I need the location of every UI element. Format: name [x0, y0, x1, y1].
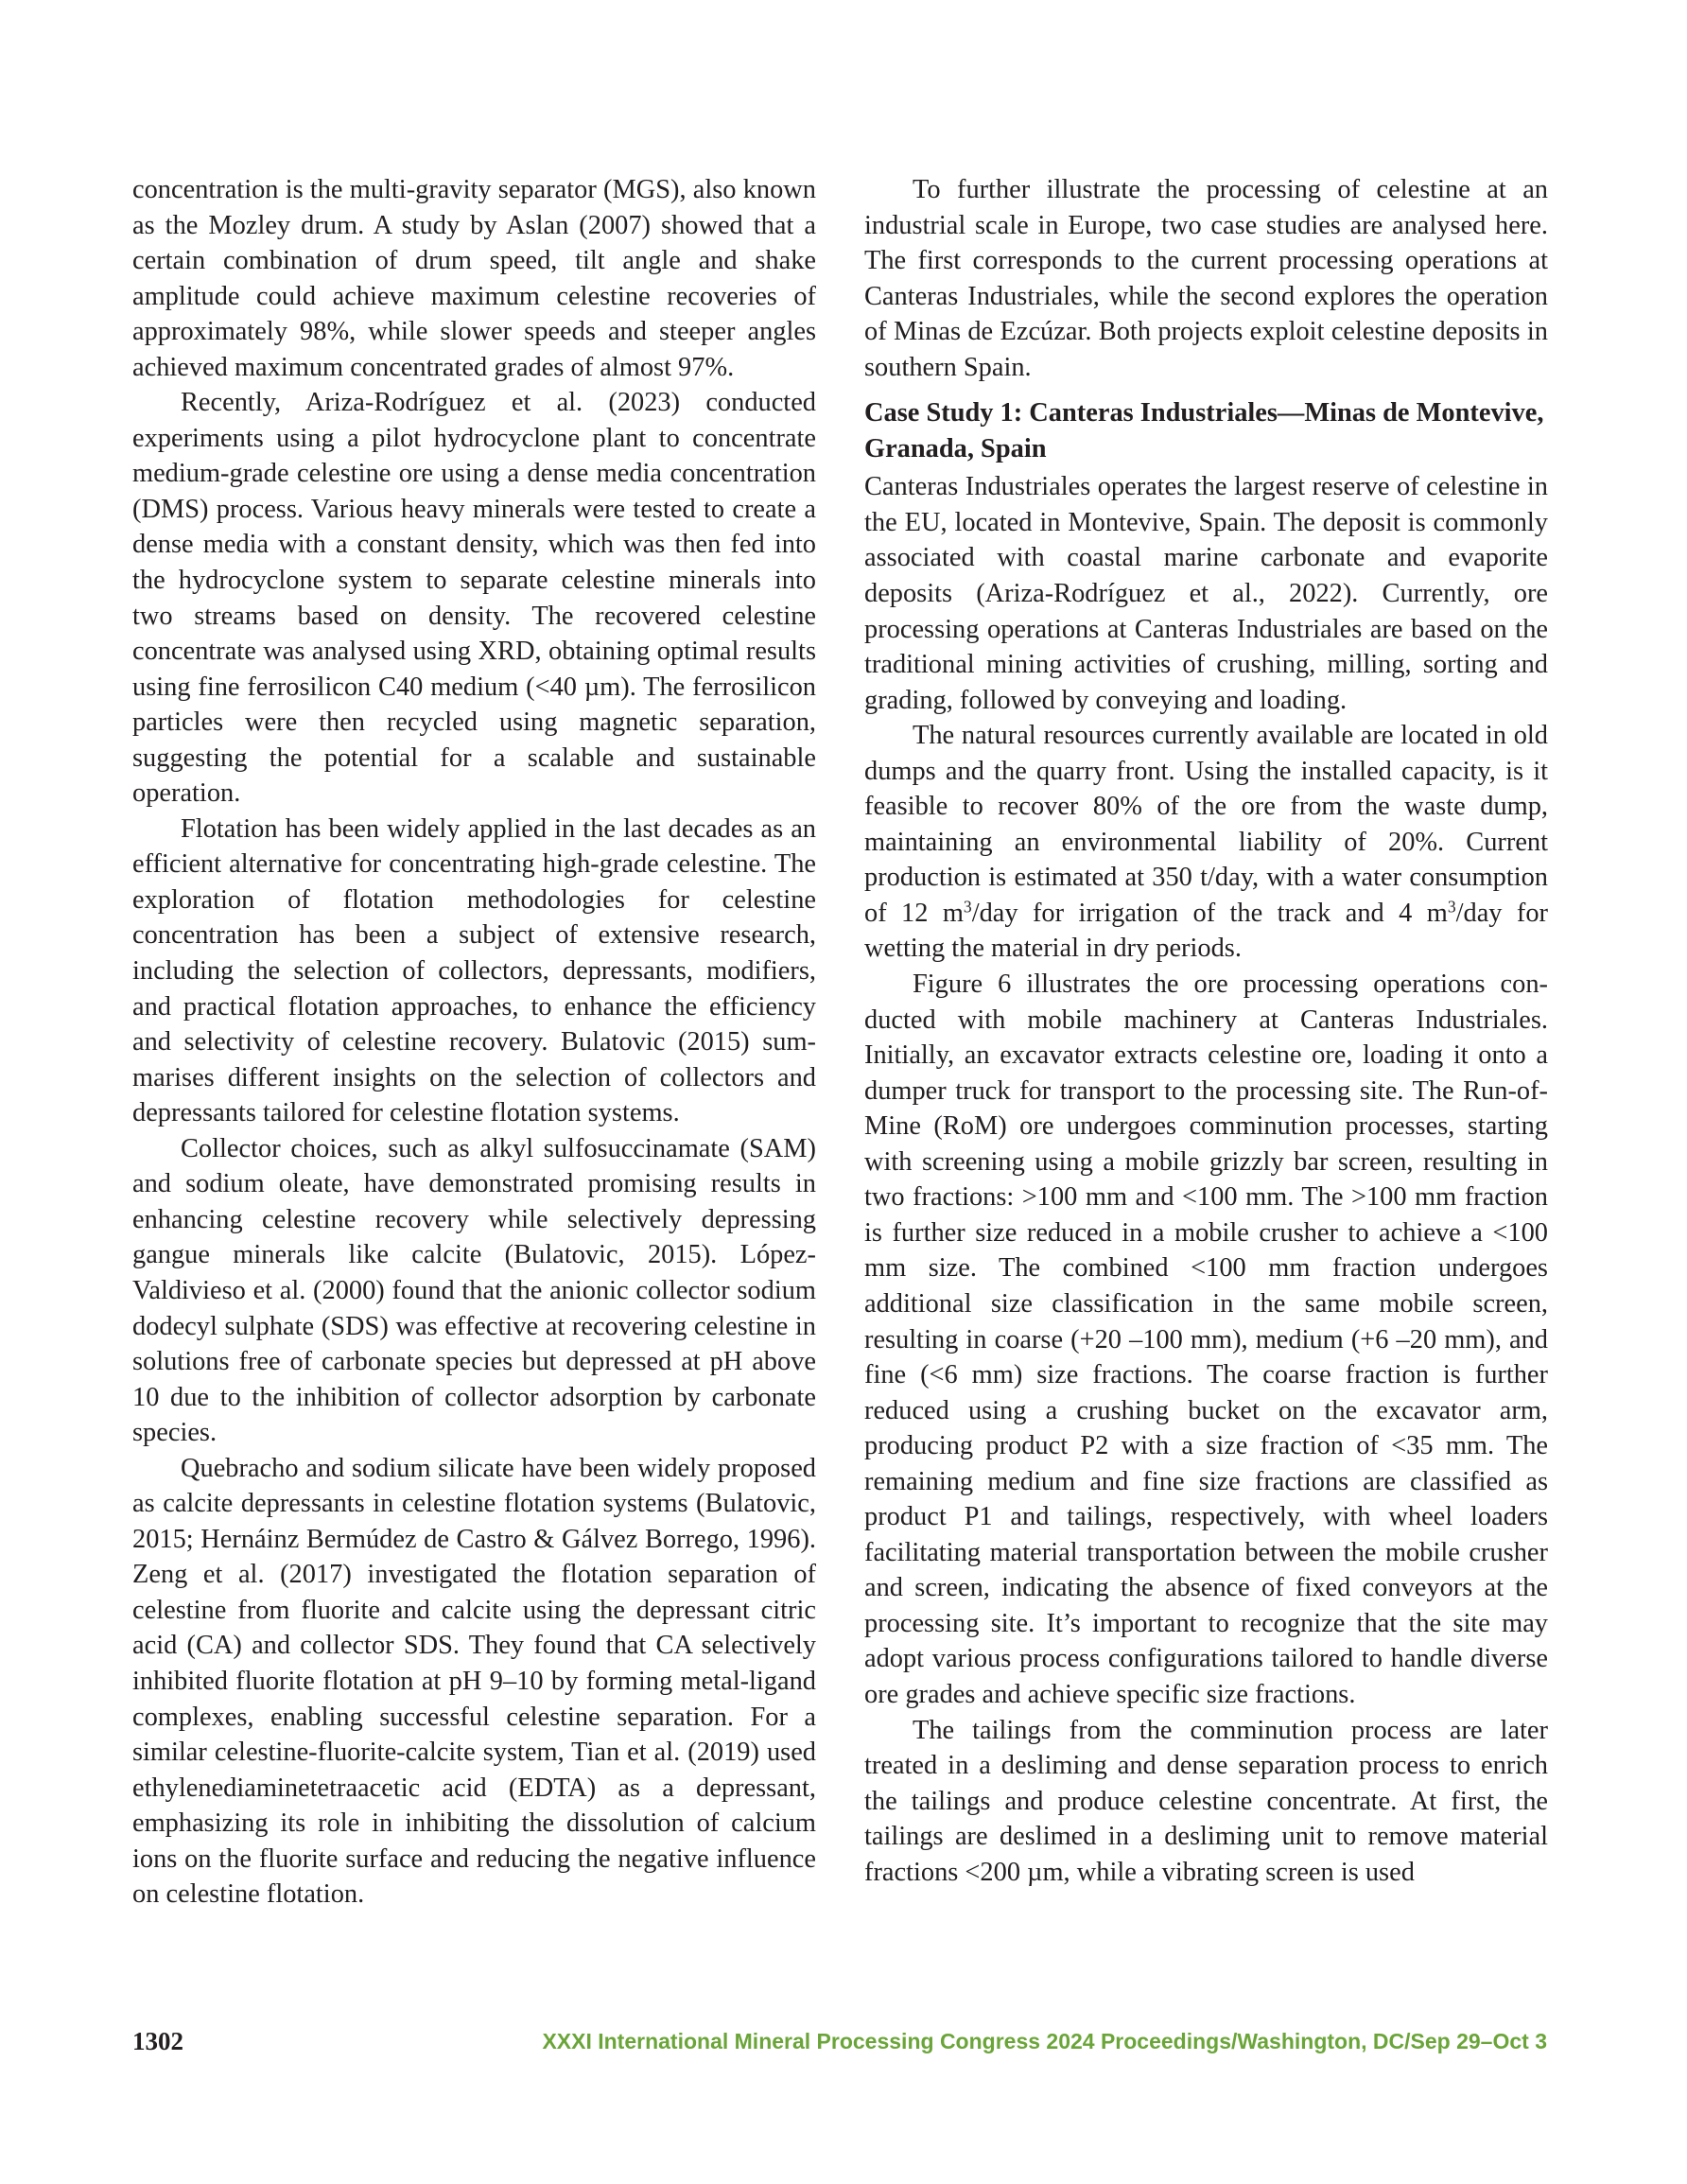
paragraph: Flotation has been widely applied in the last decades as an efficient alternative for concentrating high-grade celestine. The exploration of flotation methodologies for celestine concentration has been a subject of extensive research, including the selection of collectors, depressants, modifiers, and practical flotation approaches, to enhance the efficiency and selectivity of celestine recovery. Bulatovic (2015) summarises different insights on the selection of collectors and depressants tailored for celestine flotation systems. — [132, 813, 816, 1128]
page-number: 1302 — [132, 2027, 183, 2055]
paragraph — [864, 718, 1548, 967]
text-run: /day for irrigation of the track and 4 m — [971, 898, 1448, 928]
paragraph: Recently, Ariza-Rodríguez et al. (2023) conducted experiments using a pilot hydrocyclone plant to concentrate medium-grade celestine ore using a dense media concentration (DMS) process. Various heavy minerals were tested to create a dense media with a constant density, which was then fed into the hydrocyclone system to separate celestine minerals into two streams based on density. The recovered celestine concentrate was analysed using XRD, obtaining optimal results using fine ferrosilicon C40 medium (<40 µm). The ferrosilicon particles were then recycled using magnetic separation, suggesting the potential for a scalable and sustainable operation. — [132, 388, 816, 809]
paragraph: Collector choices, such as alkyl sulfosuccinamate (SAM) and sodium oleate, have demonstrated promising results in enhancing celestine recovery while selectively depressing gangue minerals like calcite (Bulatovic, 2015). López-Valdivieso et al. (2000) found that the anionic collector sodium dodecyl sulphate (SDS) was effective at recovering celestine in solutions free of carbonate species but depressed at pH above 10 due to the inhibition of collector adsorption by carbonate species. — [132, 1133, 816, 1448]
paragraph: Canteras Industriales operates the largest reserve of celestine in the EU, located in Montevive, Spain. The deposit is commonly associated with coastal marine carbonate and evaporite deposits (Ariza-Rodríguez et al., 2022). Currently, ore processing operations at Canteras Industriales are based on the traditional mining activities of crushing, milling, sorting and grading, followed by conveying and loading. — [864, 472, 1548, 715]
paragraph: Quebracho and sodium silicate have been widely proposed as calcite depressants in celestine flotation systems (Bulatovic, 2015; Hernáinz Bermúdez de Castro & Gálvez Borrego, 1996). Zeng et al. (2017) investigated the flotation separation of celestine from fluorite and calcite using the depressant citric acid (CA) and collector SDS. They found that CA selectively inhibited fluorite flotation at pH 9–10 by forming metal-ligand complexes, enabling successful celestine separation. For a similar celestine-fluorite-calcite system, Tian et al. (2019) used ethylenediaminetetraacetic acid (EDTA) as a depressant, emphasizing its role in inhibiting the dissolution of calcium ions on the fluorite surface and reducing the negative influence on celestine flotation. — [132, 1453, 816, 1910]
text-run: The natural resources currently available are located in old dumps and the quarry front. Using the installed capacity, is it feasible to recover 80% of the ore from the waste dump, maintaining an environmental liability of 20%. Current production is estimated at 350 t/day, with a water consumption of 12 m — [864, 721, 1548, 928]
text-run: /day for wetting the material in dry periods. — [864, 898, 1548, 964]
section-heading: Case Study 1: Canteras Industriales—Minas de Montevive, Granada, Spain — [864, 398, 1544, 463]
page-footer — [132, 2027, 1547, 2061]
left-column — [132, 172, 816, 1913]
running-footer-title: XXXI International Mineral Processing Congress 2024 Proceedings/Washington, DC/Sep 29–Oct 3 — [542, 2029, 1547, 2053]
paragraph: Figure 6 illustrates the ore processing operations conducted with mobile machinery at Canteras Industriales. Initially, an excavator extracts celestine ore, loading it onto a dumper truck for transport to the processing site. The Run-of-Mine (RoM) ore undergoes comminution processes, starting with screening using a mobile grizzly bar screen, resulting in two fractions: >100 mm and <100 mm. The >100 mm fraction is further size reduced in a mobile crusher to achieve a <100 mm size. The combined <100 mm fraction undergoes additional size classification in the same mobile screen, resulting in coarse (+20 –100 mm), medium (+6 –20 mm), and fine (<6 mm) size fractions. The coarse fraction is further reduced using a crushing bucket on the excavator arm, producing product P2 with a size fraction of <35 mm. The remaining medium and fine size fractions are classified as product P1 and tailings, respectively, with wheel loaders facilitating material transportation between the mobile crusher and screen, indicating the absence of fixed conveyors at the processing site. It’s important to recognize that the site may adopt various process configurations tailored to handle diverse ore grades and achieve specific size fractions. — [864, 970, 1548, 1709]
paragraph: To further illustrate the processing of celestine at an industrial scale in Europe, two case studies are analysed here. The first corresponds to the current processing operations at Canteras Industriales, while the second explores the operation of Minas de Ezcúzar. Both projects exploit celestine deposits in southern Spain. — [864, 175, 1548, 382]
superscript: 3 — [1447, 897, 1456, 917]
right-column — [864, 172, 1548, 1890]
paragraph: concentration is the multi-gravity separator (MGS), also known as the Mozley drum. A study by Aslan (2007) showed that a certain combination of drum speed, tilt angle and shake amplitude could achieve maximum celestine recoveries of approximately 98%, while slower speeds and steeper angles achieved maximum concentrated grades of almost 97%. — [132, 175, 816, 382]
paragraph: The tailings from the comminution process are later treated in a desliming and dense separation process to enrich the tailings and produce celestine concentrate. At first, the tailings are deslimed in a desliming unit to remove material fractions <200 µm, while a vibrating screen is used — [864, 1715, 1548, 1887]
superscript: 3 — [963, 897, 972, 917]
